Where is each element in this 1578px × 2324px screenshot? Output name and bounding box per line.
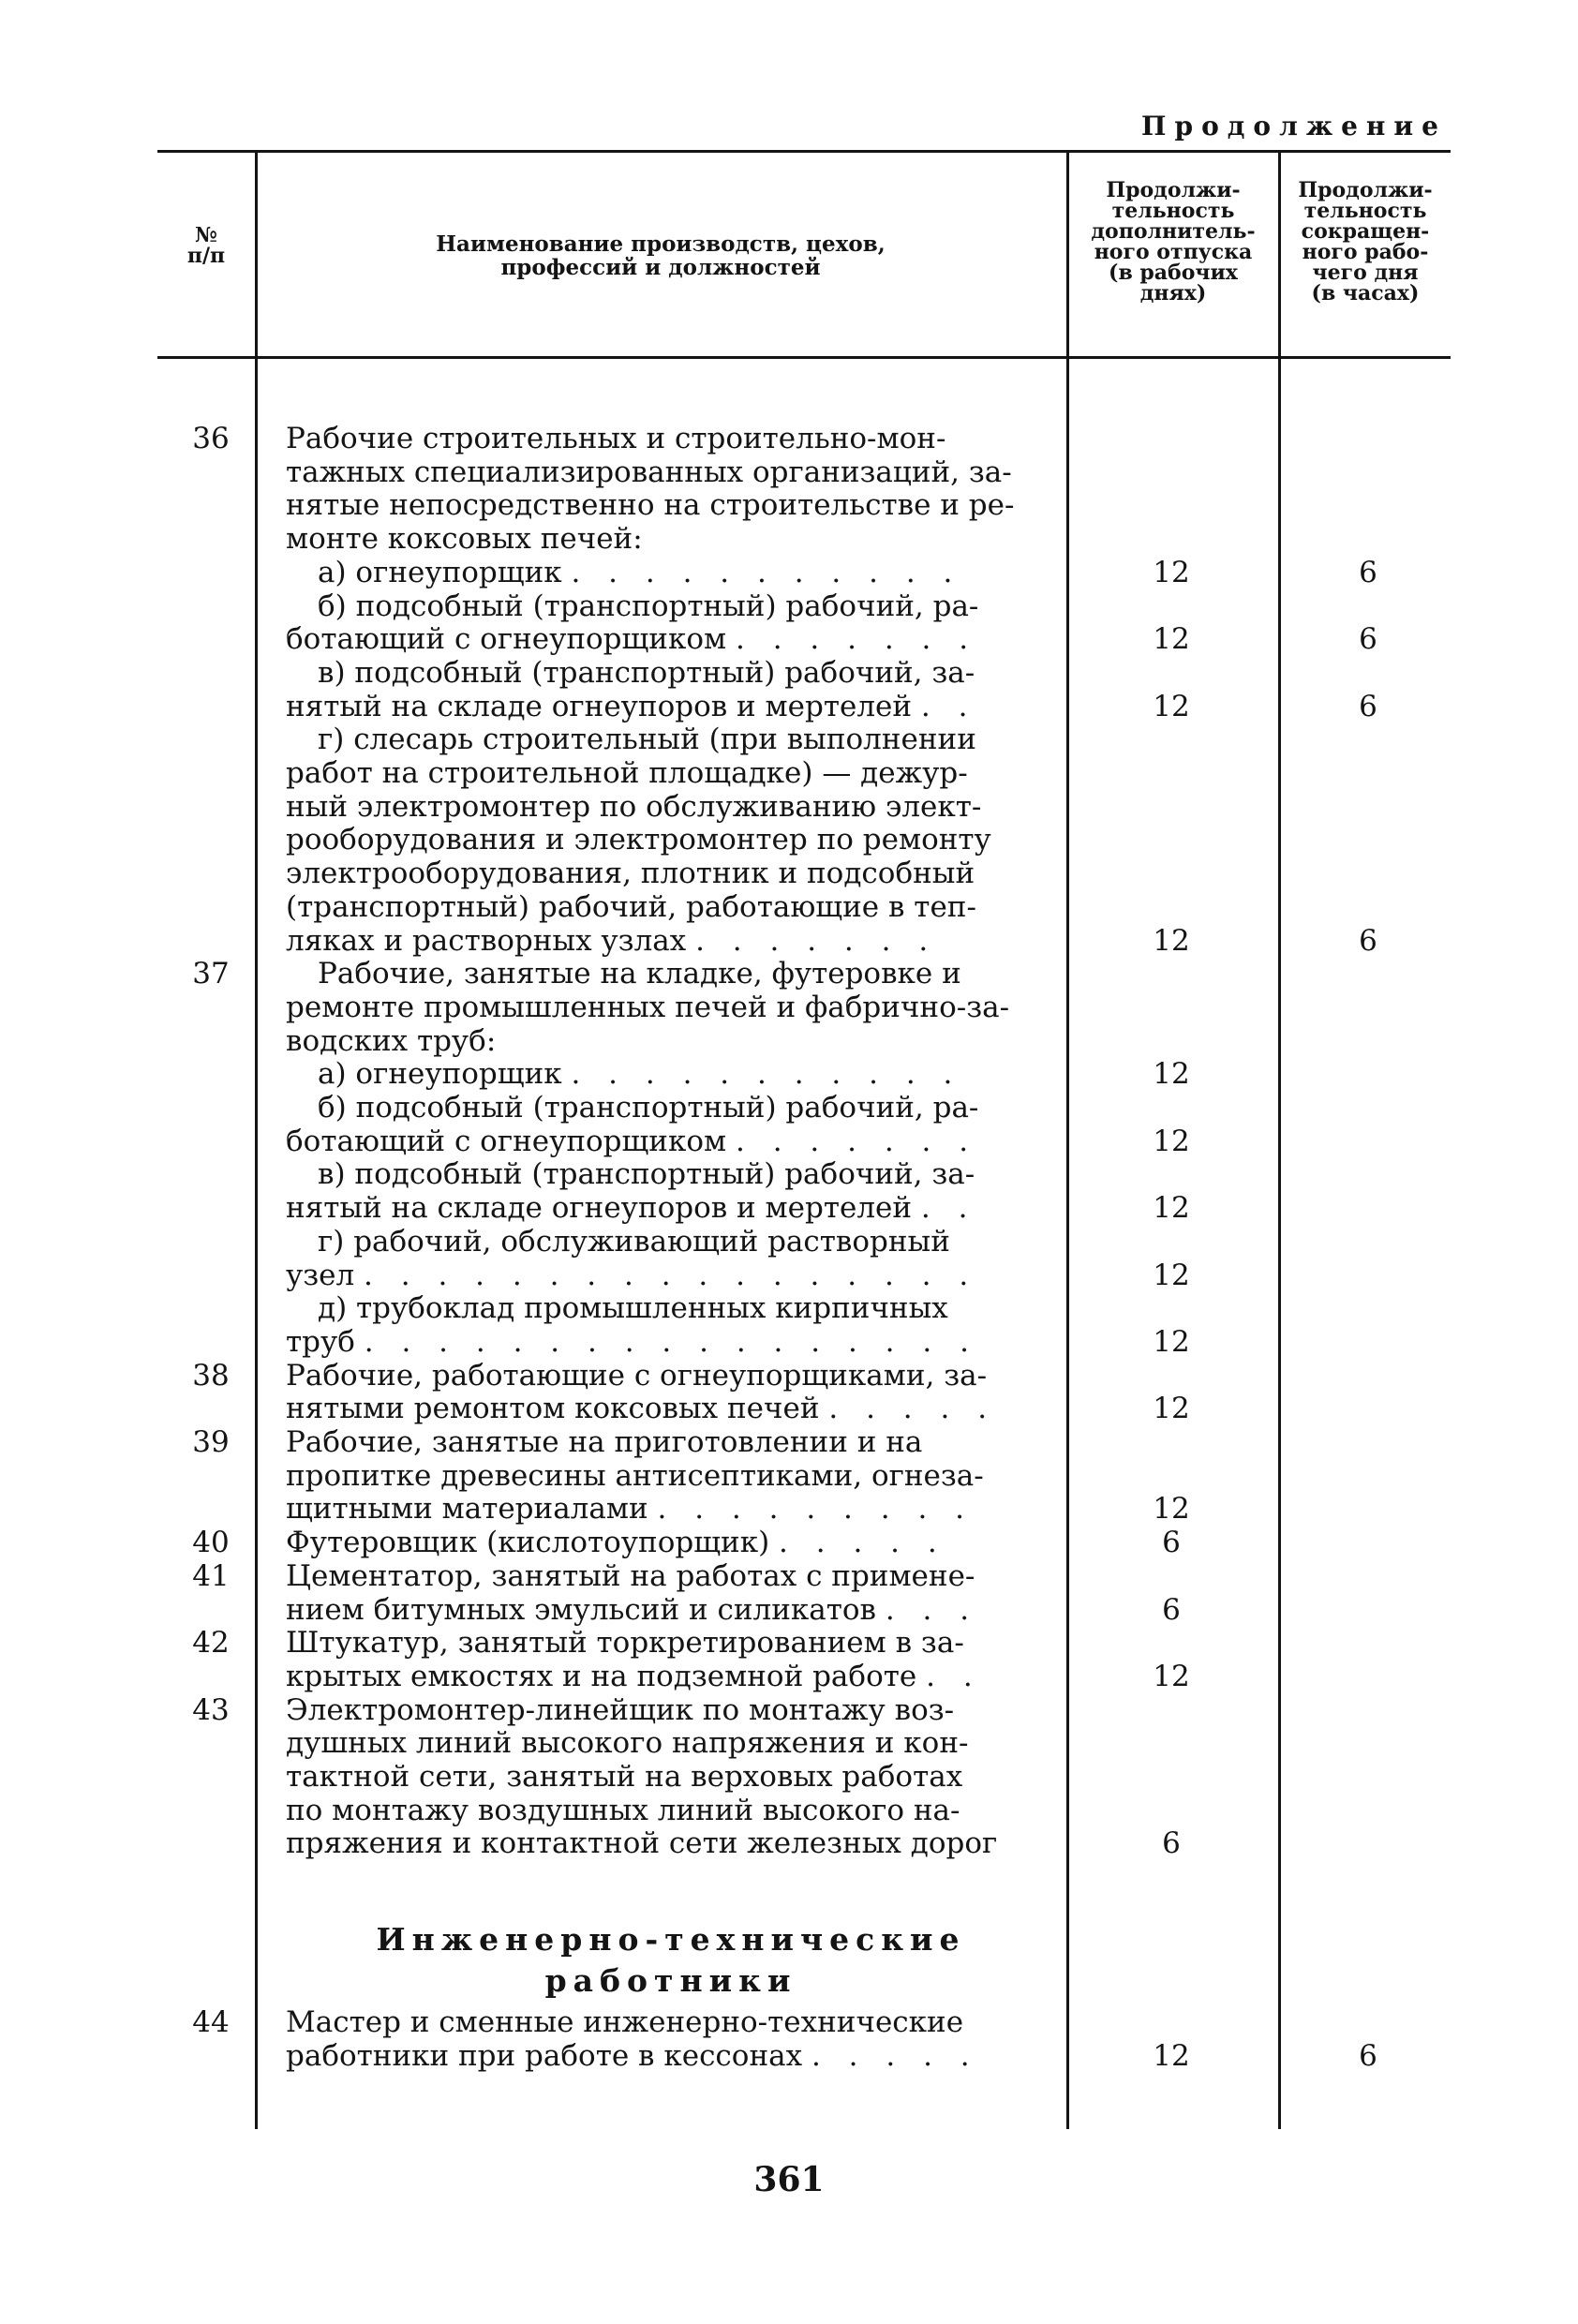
row-text — [318, 723, 1056, 756]
row-text-content: щитными материалами — [286, 1492, 648, 1527]
row-text — [286, 1593, 1056, 1627]
row-text — [286, 2039, 1056, 2073]
row-text — [286, 1392, 1056, 1425]
row-text-content: ремонте промышленных печей и фабрично-за- — [286, 990, 1010, 1024]
row-text — [286, 690, 1056, 723]
row-text — [286, 2005, 1056, 2039]
column-divider-2 — [1066, 150, 1069, 2129]
leader-dots: . . . . . . . . . . . — [571, 1057, 962, 1092]
leader-dots: . . . . . — [828, 1392, 997, 1426]
row-number: 40 — [192, 1526, 230, 1560]
section-title-line-2: работники — [544, 1962, 797, 1999]
row-number: 37 — [192, 957, 230, 991]
row-text-content: нятый на складе огнеупоров и мертелей — [286, 1191, 913, 1226]
vacation-days-value: 12 — [1153, 1191, 1190, 1226]
row-text-content: д) трубоклад промышленных кирпичных — [318, 1291, 948, 1326]
workday-hours-value: 6 — [1359, 2038, 1377, 2073]
row-text — [286, 1726, 1056, 1760]
section-title — [286, 1919, 1056, 2002]
row-text-content: нятый на складе огнеупоров и мертелей — [286, 689, 913, 723]
row-text-content: нятые непосредственно на строительстве и ре- — [286, 488, 1015, 523]
workday-hours-value: 6 — [1359, 622, 1377, 657]
row-text — [286, 488, 1056, 522]
header-vacation: Продолжи- тельность дополнитель- ного отпуска (в рабочих днях) — [1091, 178, 1256, 305]
vacation-days-value: 12 — [1153, 1659, 1190, 1693]
leader-dots: . . . . . — [779, 1526, 946, 1560]
row-text-content: тактной сети, занятый на верховых работах — [286, 1760, 963, 1794]
row-text — [286, 1626, 1056, 1660]
row-text — [318, 957, 1056, 991]
row-text-content: в) подсобный (транспортный) рабочий, за- — [318, 655, 975, 690]
row-text — [286, 1359, 1056, 1393]
row-text — [286, 1191, 1056, 1225]
row-text — [286, 1459, 1056, 1493]
row-text-content: б) подсобный (транспортный) рабочий, ра- — [318, 588, 979, 623]
vacation-days-value: 12 — [1153, 622, 1190, 657]
row-text — [318, 1157, 1056, 1191]
row-number: 42 — [192, 1626, 230, 1661]
leader-dots: . . . . . . . — [735, 1124, 978, 1158]
leader-dots: . . . . . . . . . . . — [571, 555, 962, 589]
row-text — [286, 857, 1056, 890]
row-text — [318, 589, 1056, 623]
leader-dots: . . . . . — [811, 2038, 979, 2073]
vacation-days-value: 6 — [1162, 1526, 1181, 1560]
table-top-rule — [157, 150, 1451, 153]
vacation-days-value: 6 — [1162, 1592, 1181, 1627]
row-text-content: нием битумных эмульсий и силикатов — [286, 1592, 876, 1627]
row-text — [286, 422, 1056, 455]
row-text-content: б) подсобный (транспортный) рабочий, ра- — [318, 1091, 979, 1125]
vacation-days-value: 12 — [1153, 555, 1190, 589]
row-text — [286, 1259, 1056, 1292]
leader-dots: . . . . . . . . . — [657, 1492, 975, 1527]
row-text-content: в) подсобный (транспортный) рабочий, за- — [318, 1157, 975, 1192]
vacation-days-value: 12 — [1153, 1392, 1190, 1426]
row-text — [286, 1492, 1056, 1526]
row-text-content: ляках и растворных узлах — [286, 923, 687, 958]
row-text — [286, 890, 1056, 924]
vacation-days-value: 12 — [1153, 923, 1190, 958]
row-text-content: ный электромонтер по обслуживанию элект- — [286, 789, 982, 824]
row-text-content: Рабочие, работающие с огнеупорщиками, за- — [286, 1358, 988, 1393]
leader-dots: . . . . . . . . . . . . . . . . . — [364, 1258, 978, 1292]
header-bottom-rule — [157, 356, 1451, 359]
row-text-content: узел — [286, 1258, 355, 1292]
row-text — [286, 1826, 1056, 1860]
row-text — [318, 556, 1056, 589]
vacation-days-value: 12 — [1153, 689, 1190, 723]
row-text — [286, 991, 1056, 1024]
leader-dots: . . . . . . . . . . . . . . . . . — [364, 1324, 978, 1359]
row-text-content: рооборудования и электромонтер по ремонту — [286, 823, 991, 857]
row-number: 44 — [192, 2005, 230, 2039]
row-text-content: а) огнеупорщик — [318, 555, 562, 589]
row-text — [286, 1526, 1056, 1559]
row-text-content: Рабочие, занятые на приготовлении и на — [286, 1425, 923, 1459]
row-number: 39 — [192, 1425, 230, 1459]
vacation-days-value: 12 — [1153, 2038, 1190, 2073]
row-text — [286, 756, 1056, 790]
row-text-content: электрооборудования, плотник и подсобный — [286, 857, 975, 891]
row-text — [286, 455, 1056, 489]
leader-dots: . . — [926, 1659, 982, 1693]
row-text — [318, 656, 1056, 690]
header-workday: Продолжи- тельность сокращен- ного рабо- чего дня (в часах) — [1298, 178, 1433, 305]
row-text — [286, 1760, 1056, 1794]
row-text — [318, 1291, 1056, 1325]
row-number: 38 — [192, 1358, 230, 1393]
row-number: 43 — [192, 1692, 230, 1727]
row-text-content: (транспортный) рабочий, работающие в теп- — [286, 889, 976, 924]
workday-hours-value: 6 — [1359, 555, 1377, 589]
row-text-content: Мастер и сменные инженерно-технические — [286, 2005, 964, 2039]
row-text-content: Рабочие, занятые на кладке, футеровке и — [318, 957, 961, 991]
page-number: 361 — [753, 2160, 825, 2199]
row-text-content: Футеровщик (кислотоупорщик) — [286, 1526, 770, 1560]
row-text — [318, 1057, 1056, 1091]
row-text-content: работники при работе в кессонах — [286, 2038, 803, 2073]
row-text — [286, 1125, 1056, 1158]
row-text — [286, 1425, 1056, 1459]
workday-hours-value: 6 — [1359, 923, 1377, 958]
row-text — [286, 522, 1056, 556]
leader-dots: . . . . . . . — [735, 622, 978, 657]
column-divider-1 — [255, 150, 258, 2129]
row-number: 36 — [192, 422, 230, 455]
vacation-days-value: 12 — [1153, 1057, 1190, 1092]
row-text — [286, 924, 1056, 958]
header-name: Наименование производств, цехов, профессий и должностей — [436, 231, 886, 280]
row-text-content: по монтажу воздушных линий высокого на- — [286, 1793, 960, 1827]
row-text-content: Рабочие строительных и строительно-мон- — [286, 422, 946, 455]
row-text-content: г) слесарь строительный (при выполнении — [318, 723, 976, 757]
row-text-content: ботающий с огнеупорщиком — [286, 1124, 727, 1158]
row-text-content: пряжения и контактной сети железных дорог — [286, 1826, 998, 1861]
row-text-content: душных линий высокого напряжения и кон- — [286, 1726, 969, 1761]
row-text — [286, 823, 1056, 857]
workday-hours-value: 6 — [1359, 689, 1377, 723]
row-text-content: работ на строительной площадке) — дежур- — [286, 756, 968, 790]
row-text — [286, 1559, 1056, 1593]
vacation-days-value: 12 — [1153, 1124, 1190, 1158]
vacation-days-value: 12 — [1153, 1324, 1190, 1359]
leader-dots: . . . . . . . — [695, 923, 938, 958]
row-number: 41 — [192, 1558, 230, 1593]
header-num: № п/п — [186, 223, 226, 268]
row-text — [318, 1225, 1056, 1259]
row-text — [286, 1794, 1056, 1827]
row-text — [286, 1325, 1056, 1359]
row-text-content: нятыми ремонтом коксовых печей — [286, 1392, 820, 1426]
column-divider-3 — [1278, 150, 1281, 2129]
continuation-label: Продолжение — [1141, 111, 1447, 142]
row-text-content: водских труб: — [286, 1023, 497, 1058]
row-text — [286, 1693, 1056, 1727]
row-text-content: г) рабочий, обслуживающий растворный — [318, 1224, 950, 1259]
row-text-content: ботающий с огнеупорщиком — [286, 622, 727, 657]
vacation-days-value: 12 — [1153, 1492, 1190, 1527]
section-title-line-1: Инженерно-технические — [376, 1921, 966, 1958]
row-text — [286, 1024, 1056, 1058]
leader-dots: . . — [920, 1191, 977, 1226]
row-text — [318, 1091, 1056, 1125]
row-text-content: монте коксовых печей: — [286, 522, 643, 557]
leader-dots: . . . — [885, 1592, 979, 1627]
row-text-content: крытых емкостях и на подземной работе — [286, 1659, 917, 1693]
row-text-content: а) огнеупорщик — [318, 1057, 562, 1092]
row-text-content: Цементатор, занятый на работах с примене- — [286, 1558, 975, 1593]
row-text — [286, 1660, 1056, 1693]
row-text-content: Электромонтер-линейщик по монтажу воз- — [286, 1692, 955, 1727]
row-text-content: пропитке древесины антисептиками, огнеза- — [286, 1458, 984, 1493]
vacation-days-value: 6 — [1162, 1826, 1181, 1861]
row-text-content: тажных специализированных организаций, за- — [286, 454, 1012, 489]
row-text-content: Штукатур, занятый торкретированием в за- — [286, 1626, 964, 1661]
leader-dots: . . — [920, 689, 977, 723]
row-text — [286, 790, 1056, 824]
row-text-content: труб — [286, 1324, 355, 1359]
row-text — [286, 622, 1056, 656]
vacation-days-value: 12 — [1153, 1258, 1190, 1292]
